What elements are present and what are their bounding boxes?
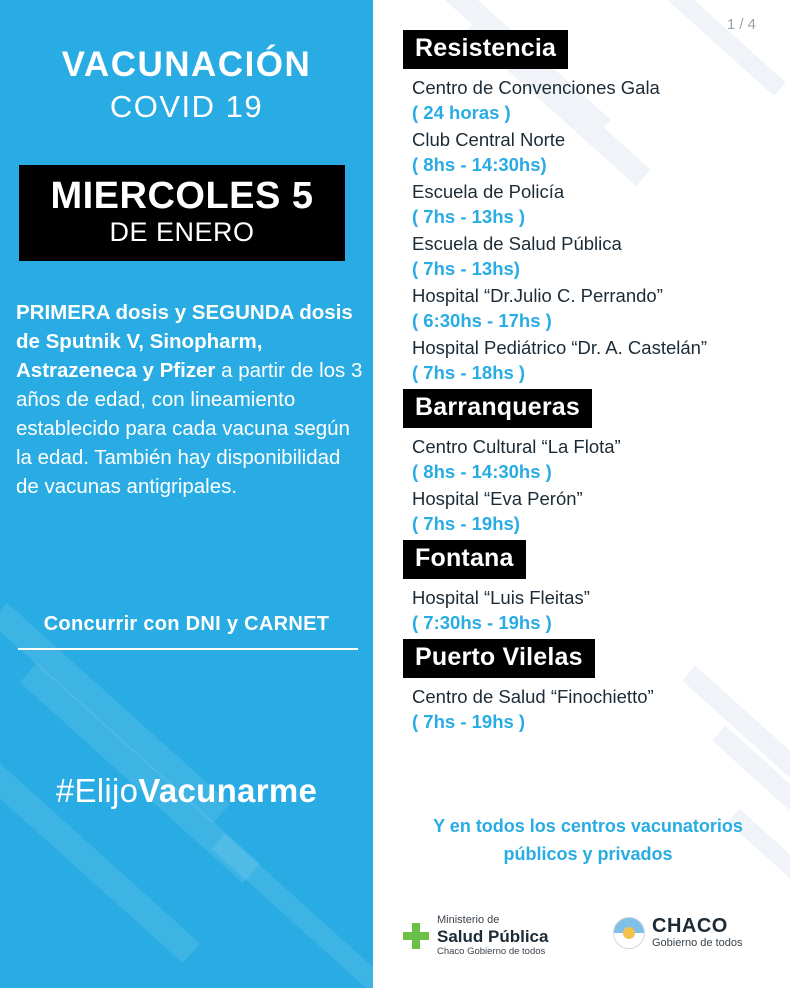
ministry-line3: Chaco Gobierno de todos bbox=[437, 946, 546, 957]
city-block bbox=[403, 30, 783, 385]
divider bbox=[18, 648, 358, 650]
site-name: Hospital “Dr.Julio C. Perrando” bbox=[412, 285, 663, 306]
date-month: DE ENERO bbox=[109, 217, 255, 247]
list-item bbox=[403, 684, 783, 734]
site-hours: ( 7hs - 13hs ) bbox=[412, 206, 526, 227]
requirement-text: Concurrir con DNI y CARNET bbox=[43, 613, 330, 635]
city-block bbox=[403, 389, 783, 536]
site-hours: ( 7hs - 18hs ) bbox=[412, 362, 526, 383]
footer-note bbox=[393, 812, 783, 868]
vaccination-site-list bbox=[403, 75, 783, 385]
dose-description: PRIMERA dosis y SEGUNDA dosis de Sputnik V, Sinopharm, Astrazeneca y Pfizer a partir de los 3 años de edad, con lineamiento establecido para cada vacuna según la edad. También hay disponibilidad de vacunas antigripales. bbox=[16, 301, 363, 498]
site-name: Centro de Convenciones Gala bbox=[412, 77, 660, 98]
list-item bbox=[403, 231, 783, 281]
city-name: Resistencia bbox=[403, 30, 568, 69]
decorative-stripe bbox=[212, 834, 373, 988]
health-cross-icon bbox=[403, 923, 429, 949]
site-hours: ( 6:30hs - 17hs ) bbox=[412, 310, 552, 331]
poster-title: VACUNACIÓN bbox=[61, 45, 312, 84]
hashtag-bold: Vacunarme bbox=[138, 772, 318, 809]
city-name: Barranqueras bbox=[403, 389, 592, 428]
city-list bbox=[403, 30, 783, 738]
site-hours: ( 7hs - 13hs) bbox=[412, 258, 520, 279]
list-item bbox=[403, 585, 783, 635]
site-name: Centro Cultural “La Flota” bbox=[412, 436, 621, 457]
poster-subtitle: COVID 19 bbox=[109, 89, 264, 124]
list-item bbox=[403, 179, 783, 229]
site-name: Hospital Pediátrico “Dr. A. Castelán” bbox=[412, 337, 708, 358]
site-name: Escuela de Salud Pública bbox=[412, 233, 622, 254]
chaco-line1: CHACO bbox=[652, 915, 728, 937]
list-item bbox=[403, 127, 783, 177]
site-hours: ( 7hs - 19hs ) bbox=[412, 711, 526, 732]
city-name: Fontana bbox=[403, 540, 526, 579]
site-hours: ( 8hs - 14:30hs) bbox=[412, 154, 547, 175]
ministry-line2: Salud Pública bbox=[437, 927, 549, 946]
city-name: Puerto Vilelas bbox=[403, 639, 595, 678]
vaccination-site-list bbox=[403, 434, 783, 536]
list-item bbox=[403, 283, 783, 333]
date-weekday: MIERCOLES 5 bbox=[50, 175, 314, 217]
ministry-logo bbox=[403, 914, 548, 958]
site-hours: ( 7hs - 19hs) bbox=[412, 513, 520, 534]
site-name: Hospital “Luis Fleitas” bbox=[412, 587, 590, 608]
argentina-sun-icon bbox=[613, 917, 645, 949]
site-name: Escuela de Policía bbox=[412, 181, 565, 202]
vaccination-site-list bbox=[403, 684, 783, 734]
footer-note-line1: Y en todos los centros vacunatorios bbox=[433, 816, 743, 836]
footer-logos bbox=[373, 900, 790, 988]
footer-note-line2: públicos y privados bbox=[503, 844, 673, 864]
chaco-line2: Gobierno de todos bbox=[652, 937, 743, 949]
left-info-panel bbox=[0, 0, 373, 988]
list-item bbox=[403, 486, 783, 536]
ministry-line1: Ministerio de bbox=[437, 914, 500, 926]
site-name: Hospital “Eva Perón” bbox=[412, 488, 583, 509]
site-name: Centro de Salud “Finochietto” bbox=[412, 686, 654, 707]
vaccination-site-list bbox=[403, 585, 783, 635]
site-name: Club Central Norte bbox=[412, 129, 566, 150]
city-block bbox=[403, 639, 783, 734]
site-hours: ( 7:30hs - 19hs ) bbox=[412, 612, 552, 633]
site-hours: ( 24 horas ) bbox=[412, 102, 511, 123]
chaco-government-logo bbox=[613, 916, 743, 950]
list-item bbox=[403, 335, 783, 385]
city-block bbox=[403, 540, 783, 635]
date-badge bbox=[19, 165, 345, 261]
list-item bbox=[403, 434, 783, 484]
campaign-hashtag bbox=[0, 772, 373, 810]
site-hours: ( 8hs - 14:30hs ) bbox=[412, 461, 552, 482]
right-locations-panel bbox=[373, 0, 790, 988]
list-item bbox=[403, 75, 783, 125]
page-indicator: 1 / 4 bbox=[726, 16, 756, 33]
hashtag-light: #Elijo bbox=[55, 772, 139, 809]
